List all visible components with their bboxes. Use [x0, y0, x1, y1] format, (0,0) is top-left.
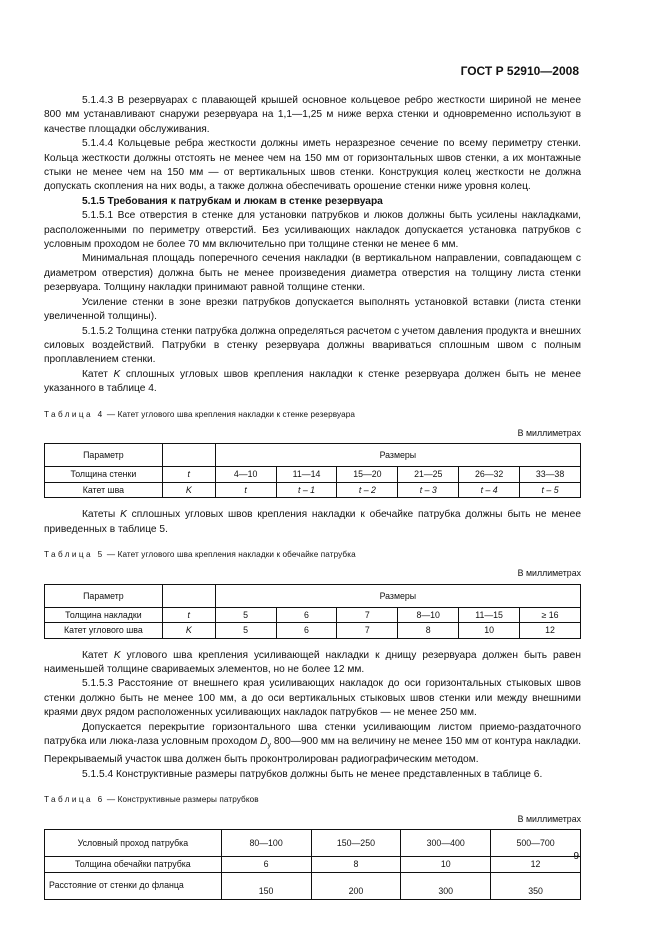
- table-cell: K: [162, 623, 215, 638]
- paragraph-reinforcement: Усиление стенки в зоне врезки патрубков допускается выполнять установкой вставки (листа стенки увеличенной толщины).: [44, 296, 581, 323]
- paragraph-5-1-4-3: 5.1.4.3 В резервуарах с плавающей крышей основное кольцевое ребро жесткости шириной не менее 800 мм устанавливают снаружи резервуара на 1,1—1,25 м ниже верха стенки и одновременно используют в качестве площадки обслуживания.: [44, 95, 581, 135]
- table-cell: 8: [398, 623, 459, 638]
- table-header-row: [45, 584, 581, 607]
- paragraph-5-1-5-3: 5.1.5.3 Расстояние от внешнего края усиливающих накладок до оси горизонтальных стыковых швов стенки должно быть не менее 100 мм, а до оси вертикальных стыковых швов стенки или между внешними краями двух рядом расположенных усиливающих накладок патрубков — не менее 250 мм.: [44, 678, 581, 719]
- table5-caption: Таблица 5 — Катет углового шва крепления накладки к обечайке патрубка: [44, 549, 356, 559]
- paragraph-5-1-4-4: 5.1.4.4 Кольцевые ребра жесткости должны иметь неразрезное сечение по всему периметру стенки. Кольца жесткости должны отстоять не менее чем на 150 мм от горизонтальных швов стенки, а их монтажные стыки не менее чем на 150 мм — от вертикальных швов стенки. Конструкция колец жесткости не должна допускать скопления на них воды, а также должна обеспечивать орошение стенки ниже уровня колец.: [44, 138, 581, 193]
- table-header-cell: Размеры: [215, 584, 580, 607]
- table5-units: В миллиметрах: [517, 568, 581, 579]
- table-cell: Толщина стенки: [45, 467, 163, 482]
- table-cell: 10: [401, 857, 491, 872]
- table-row: [45, 467, 581, 482]
- table-cell: 6: [276, 623, 337, 638]
- table-cell: t – 2: [337, 482, 398, 497]
- table-header-cell: [162, 584, 215, 607]
- table-cell: 21—25: [398, 467, 459, 482]
- table-header-cell: 150—250: [311, 830, 401, 857]
- table-header-cell: Размеры: [215, 444, 580, 467]
- table-header-cell: Параметр: [45, 584, 163, 607]
- table-cell: 150: [221, 872, 311, 899]
- table-row: [45, 857, 581, 872]
- table-cell: t – 1: [276, 482, 337, 497]
- document-body: [44, 94, 581, 900]
- table-cell: 26—32: [459, 467, 520, 482]
- table-row: [45, 482, 581, 497]
- table-header-cell: Параметр: [45, 444, 163, 467]
- page-number: 9: [573, 851, 579, 862]
- table-cell: Расстояние от стенки до фланца: [45, 872, 222, 899]
- table-header-cell: 500—700: [491, 830, 581, 857]
- table-cell: t – 4: [459, 482, 520, 497]
- table-row: [45, 872, 581, 899]
- table-cell: 4—10: [215, 467, 276, 482]
- table6-caption: Таблица 6 — Конструктивные размеры патрубков: [44, 795, 259, 805]
- table-cell: 33—38: [520, 467, 581, 482]
- table-cell: 350: [491, 872, 581, 899]
- table-cell: t – 3: [398, 482, 459, 497]
- table-cell: t: [162, 467, 215, 482]
- table-cell: t: [162, 607, 215, 622]
- table-cell: 8—10: [398, 607, 459, 622]
- table-header-cell: 300—400: [401, 830, 491, 857]
- paragraph-overlap: Допускается перекрытие горизонтального шва стенки усиливающим листом приемо-раздаточного патрубка или люка-лаза условным проходом $D_у$ 800—900 мм на величину не менее 150 мм от контура накладки. Перекрываемый участок шва должен быть проконтролирован радиографическим методом.: [44, 721, 581, 766]
- paragraph-5-1-5-1: 5.1.5.1 Все отверстия в стенке для установки патрубков и люков должны быть усилены накладками, расположенными по периметру отверстий. Без усиливающих накладок допускается установка патрубков с условным проходом не более 70 мм включительно при толщине стенки не менее 6 мм.: [44, 210, 581, 251]
- table-cell: 7: [337, 623, 398, 638]
- table-cell: 6: [276, 607, 337, 622]
- document-header: ГОСТ Р 52910—2008: [460, 64, 579, 78]
- table-cell: 11—15: [459, 607, 520, 622]
- table6-units: В миллиметрах: [517, 813, 581, 824]
- table-cell: 11—14: [276, 467, 337, 482]
- table-cell: 7: [337, 607, 398, 622]
- table-header-row: [45, 444, 581, 467]
- table-row: [45, 623, 581, 638]
- table-cell: Катет углового шва: [45, 623, 163, 638]
- table-5: [44, 584, 581, 639]
- paragraph-5-1-5-4: 5.1.5.4 Конструктивные размеры патрубков должны быть не менее представленных в таблице 6.: [82, 768, 543, 780]
- table-cell: Толщина обечайки патрубка: [45, 857, 222, 872]
- table-cell: K: [162, 482, 215, 497]
- table-cell: 12: [520, 623, 581, 638]
- table4-units: В миллиметрах: [517, 427, 581, 438]
- table-6: [44, 829, 581, 899]
- paragraph-katety-table5: Катеты K сплошных угловых швов крепления накладки к обечайке патрубка должны быть не менее приведенных в таблице 5.: [44, 509, 581, 535]
- table-cell: ≥ 16: [520, 607, 581, 622]
- table-cell: t – 5: [520, 482, 581, 497]
- table-header-cell: [162, 444, 215, 467]
- table-cell: 5: [215, 623, 276, 638]
- table-cell: Катет шва: [45, 482, 163, 497]
- table-4: [44, 443, 581, 498]
- table-cell: Толщина накладки: [45, 607, 163, 622]
- table-header-row: [45, 830, 581, 857]
- table-cell: 300: [401, 872, 491, 899]
- table-cell: 200: [311, 872, 401, 899]
- table-cell: 8: [311, 857, 401, 872]
- table-cell: 15—20: [337, 467, 398, 482]
- table-cell: 5: [215, 607, 276, 622]
- table-row: [45, 607, 581, 622]
- table-cell: 12: [491, 857, 581, 872]
- paragraph-katet-table4: Катет K сплошных угловых швов крепления накладки к стенке резервуара должен быть не менее указанного в таблице 4.: [44, 368, 581, 395]
- table-cell: 10: [459, 623, 520, 638]
- table-header-cell: Условный проход патрубка: [45, 830, 222, 857]
- table-cell: t: [215, 482, 276, 497]
- table-header-cell: 80—100: [221, 830, 311, 857]
- section-heading-5-1-5: 5.1.5 Требования к патрубкам и люкам в стенке резервуара: [82, 195, 383, 207]
- paragraph-katet-bottom: Катет K углового шва крепления усиливающей накладки к днищу резервуара должен быть равен наименьшей толщине свариваемых элементов, но не более 12 мм.: [44, 649, 581, 675]
- table4-caption: Таблица 4 — Катет углового шва крепления накладки к стенке резервуара: [44, 409, 356, 419]
- table-cell: 6: [221, 857, 311, 872]
- paragraph-5-1-5-2: 5.1.5.2 Толщина стенки патрубка должна определяться расчетом с учетом давления продукта и внешних силовых воздействий. Патрубки в стенку резервуара должны ввариваться сплошным швом с полным проплавлением стенки.: [44, 325, 581, 366]
- paragraph-min-area: Минимальная площадь поперечного сечения накладки (в вертикальном направлении, совпадающем с диаметром отверстия) должна быть не менее произведения диаметра отверстия на толщину листа стенки резервуара. Толщину накладки принимают равной толщине стенки.: [44, 253, 581, 294]
